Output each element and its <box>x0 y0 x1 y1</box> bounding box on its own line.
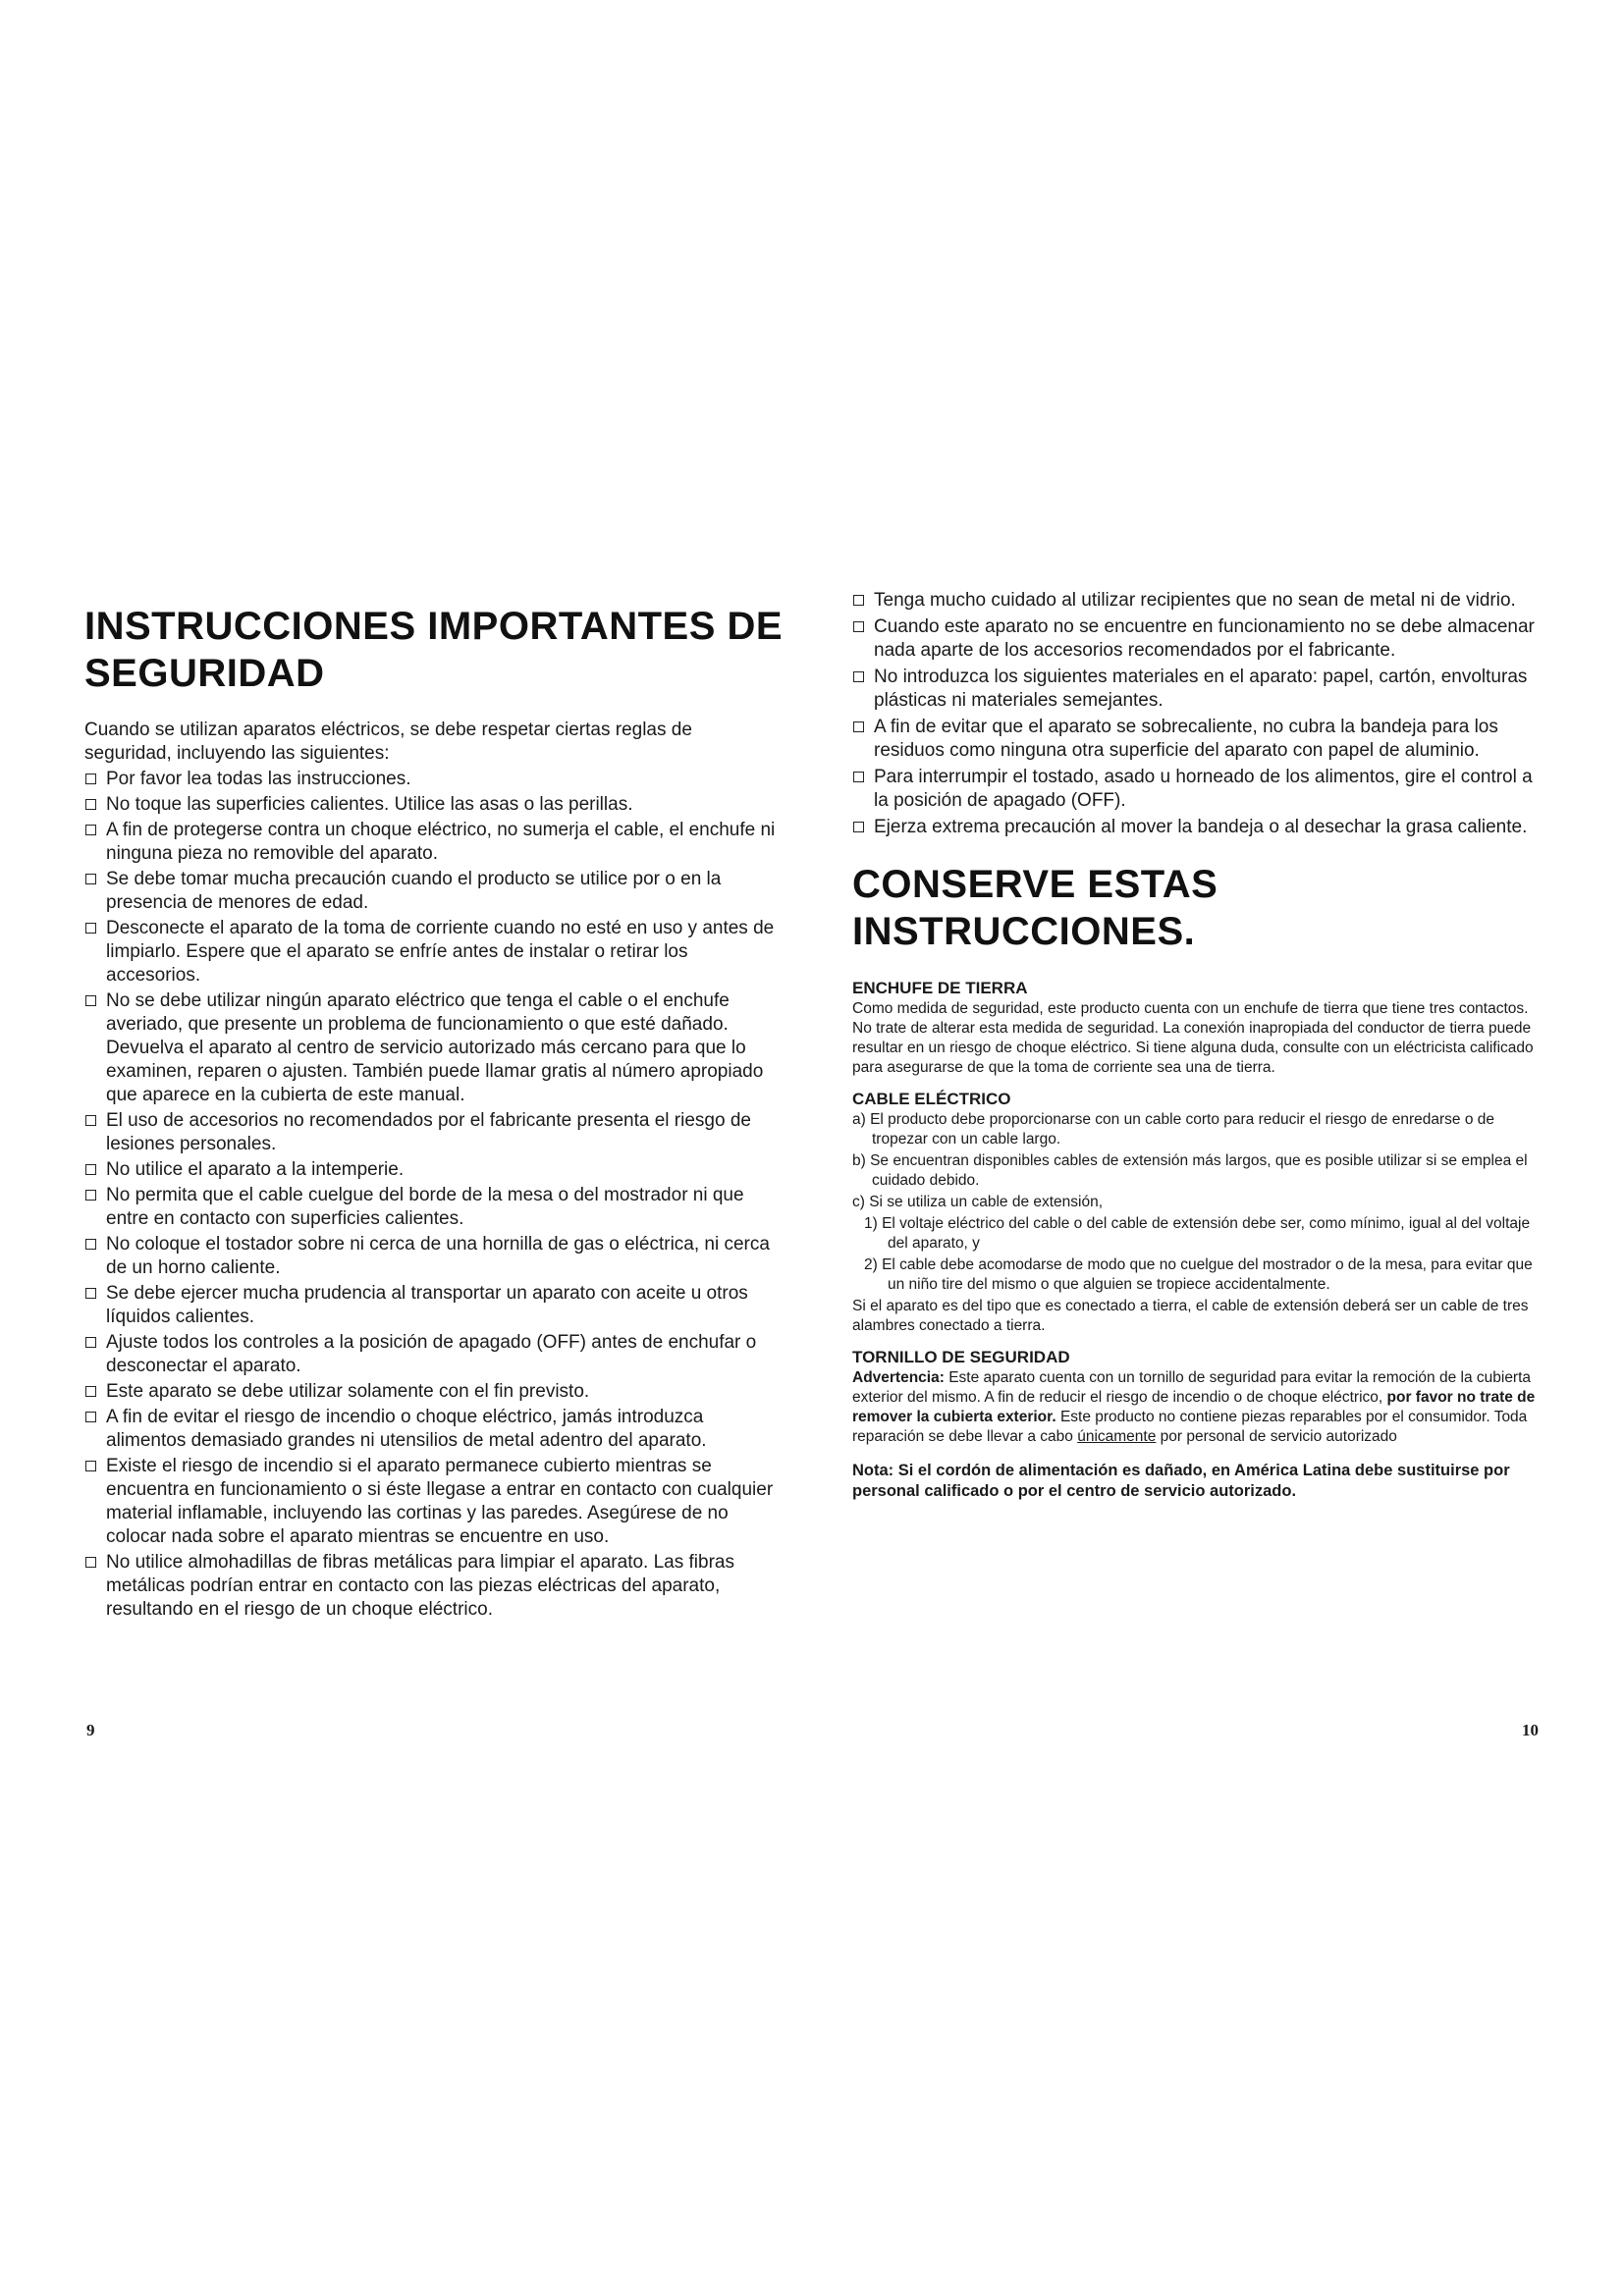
cable-item-a: a) El producto debe proporcionarse con un cable corto para reducir el riesgo de enredarse o de tropezar con un cable largo. <box>852 1111 1494 1148</box>
tornillo-bold: por favor no trate de remover la cubierta exterior. <box>852 1389 1536 1425</box>
cable-heading: CABLE ELÉCTRICO <box>852 1090 1011 1108</box>
safety-item-text: Este aparato se debe utilizar solamente con el fin previsto. <box>106 1381 590 1402</box>
safety-item <box>84 1455 784 1549</box>
checkbox-bullet-icon <box>85 774 96 784</box>
safety-item <box>84 1282 784 1329</box>
safety-item <box>84 1158 784 1182</box>
checkbox-bullet-icon <box>853 671 864 682</box>
safety-item <box>84 768 784 791</box>
safety-item-text: No toque las superficies calientes. Utilice las asas o las perillas. <box>106 794 633 815</box>
page-number-left: 9 <box>86 1721 95 1739</box>
safety-item-text: No coloque el tostador sobre ni cerca de una hornilla de gas o eléctrica, ni cerca de un horno caliente. <box>106 1234 770 1278</box>
page-title: INSTRUCCIONES IMPORTANTES DE SEGURIDAD <box>84 605 784 695</box>
safety-item <box>852 766 1545 813</box>
checkbox-bullet-icon <box>85 1115 96 1126</box>
checkbox-bullet-icon <box>85 995 96 1006</box>
safety-item <box>84 1233 784 1280</box>
warning-label: Advertencia: <box>852 1369 945 1386</box>
safety-item <box>84 1184 784 1231</box>
safety-item <box>852 716 1545 763</box>
safety-item-text: Se debe ejercer mucha prudencia al transportar un aparato con aceite u otros líquidos calientes. <box>106 1283 748 1327</box>
safety-item-text: No permita que el cable cuelgue del borde de la mesa o del mostrador ni que entre en contacto con superficies calientes. <box>106 1185 744 1229</box>
safety-item <box>852 816 1545 839</box>
tornillo-underlined: únicamente <box>1077 1428 1157 1445</box>
safety-item-text: El uso de accesorios no recomendados por el fabricante presenta el riesgo de lesiones personales. <box>106 1110 751 1154</box>
enchufe-heading: ENCHUFE DE TIERRA <box>852 979 1028 997</box>
safety-item-text: No se debe utilizar ningún aparato eléctrico que tenga el cable o el enchufe averiado, que presente un problema de funcionamiento o que esté dañado. Devuelva el aparato al centro de servicio autorizado más cercano para que lo examinen, reparen o ajusten. También puede llamar gratis al número apropiado que aparece en la cubierta de este manual. <box>106 990 764 1105</box>
checkbox-bullet-icon <box>85 1461 96 1471</box>
tornillo-text-3: por personal de servicio autorizado <box>1160 1428 1397 1445</box>
conserve-title: CONSERVE ESTAS INSTRUCCIONES. <box>852 863 1218 953</box>
safety-item-text: Ajuste todos los controles a la posición de apagado (OFF) antes de enchufar o desconectar el aparato. <box>106 1332 757 1376</box>
safety-item <box>852 589 1545 613</box>
safety-item <box>84 1551 784 1622</box>
safety-item <box>84 1380 784 1404</box>
latin-america-note: Nota: Si el cordón de alimentación es dañado, en América Latina debe sustituirse por personal calificado o por el centro de servicio autorizado. <box>852 1462 1510 1500</box>
safety-item-text: Desconecte el aparato de la toma de corriente cuando no esté en uso y antes de limpiarlo. Espere que el aparato se enfríe antes de instalar o retirar los accesorios. <box>106 918 775 986</box>
cable-item-c1: 1) El voltaje eléctrico del cable o del cable de extensión debe ser, como mínimo, igual al del voltaje del aparato, y <box>864 1215 1531 1252</box>
tornillo-text-2: Este producto no contiene piezas reparables por el consumidor. Toda reparación se debe llevar a cabo <box>852 1409 1528 1445</box>
tornillo-text-1: Este aparato cuenta con un tornillo de seguridad para evitar la remoción de la cubierta exterior del mismo. A fin de reducir el riesgo de incendio o de choque eléctrico, <box>852 1369 1532 1406</box>
checkbox-bullet-icon <box>85 874 96 884</box>
safety-item <box>852 615 1545 663</box>
safety-item <box>84 989 784 1107</box>
tornillo-heading: TORNILLO DE SEGURIDAD <box>852 1348 1070 1366</box>
safety-item <box>84 1331 784 1378</box>
safety-list-continued <box>852 589 1545 839</box>
checkbox-bullet-icon <box>85 1164 96 1175</box>
checkbox-bullet-icon <box>85 799 96 810</box>
safety-item-text: Para interrumpir el tostado, asado u horneado de los alimentos, gire el control a la posición de apagado (OFF). <box>874 767 1533 811</box>
safety-item <box>84 793 784 817</box>
safety-item <box>852 666 1545 713</box>
checkbox-bullet-icon <box>85 1412 96 1422</box>
checkbox-bullet-icon <box>85 923 96 934</box>
checkbox-bullet-icon <box>85 1288 96 1299</box>
safety-item-text: No utilice almohadillas de fibras metálicas para limpiar el aparato. Las fibras metálicas podrían entrar en contacto con las piezas eléctricas del aparato, resultando en el riesgo de un choque eléctrico. <box>106 1552 734 1620</box>
checkbox-bullet-icon <box>85 1190 96 1201</box>
safety-item-text: Tenga mucho cuidado al utilizar recipientes que no sean de metal ni de vidrio. <box>874 590 1516 611</box>
safety-item <box>84 1109 784 1156</box>
checkbox-bullet-icon <box>85 1386 96 1397</box>
tornillo-text <box>852 1368 1545 1447</box>
safety-item-text: Ejerza extrema precaución al mover la bandeja o al desechar la grasa caliente. <box>874 817 1528 837</box>
safety-item <box>84 1406 784 1453</box>
checkbox-bullet-icon <box>853 721 864 732</box>
cable-tail: Si el aparato es del tipo que es conectado a tierra, el cable de extensión deberá ser un cable de tres alambres conectado a tierra. <box>852 1298 1529 1334</box>
safety-item-text: A fin de protegerse contra un choque eléctrico, no sumerja el cable, el enchufe ni ninguna pieza no removible del aparato. <box>106 820 776 864</box>
safety-item-text: A fin de evitar que el aparato se sobrecaliente, no cubra la bandeja para los residuos como ninguna otra superficie del aparato con papel de aluminio. <box>874 717 1498 761</box>
cable-item-c2: 2) El cable debe acomodarse de modo que no cuelgue del mostrador o de la mesa, para evitar que un niño tire del mismo o que alguien se tropiece accidentalmente. <box>864 1256 1533 1293</box>
safety-item-text: Se debe tomar mucha precaución cuando el producto se utilice por o en la presencia de menores de edad. <box>106 869 722 913</box>
safety-item-text: Existe el riesgo de incendio si el aparato permanece cubierto mientras se encuentra en funcionamiento o si éste llegase a entrar en contacto con cualquier material inflamable, incluyendo las cortinas y las paredes. Asegúrese de no colocar nada sobre el aparato mientras se encuentre en uso. <box>106 1456 774 1547</box>
right-page <box>852 589 1545 1519</box>
safety-list <box>84 768 784 1622</box>
page-number-right: 10 <box>1522 1721 1539 1739</box>
checkbox-bullet-icon <box>853 621 864 632</box>
safety-item-text: Cuando este aparato no se encuentre en funcionamiento no se debe almacenar nada aparte de los accesorios recomendados por el fabricante. <box>874 616 1535 661</box>
safety-item-text: A fin de evitar el riesgo de incendio o choque eléctrico, jamás introduzca alimentos demasiado grandes ni utensilios de metal adentro del aparato. <box>106 1407 707 1451</box>
checkbox-bullet-icon <box>853 595 864 606</box>
checkbox-bullet-icon <box>853 772 864 782</box>
safety-item-text: No utilice el aparato a la intemperie. <box>106 1159 405 1180</box>
safety-item <box>84 868 784 915</box>
safety-item-text: Por favor lea todas las instrucciones. <box>106 769 411 789</box>
intro-text: Cuando se utilizan aparatos eléctricos, se debe respetar ciertas reglas de seguridad, incluyendo las siguientes: <box>84 720 692 764</box>
safety-item <box>84 917 784 988</box>
safety-item <box>84 819 784 866</box>
safety-item-text: No introduzca los siguientes materiales en el aparato: papel, cartón, envolturas plásticas ni materiales semejantes. <box>874 667 1528 711</box>
cable-item-c: c) Si se utiliza un cable de extensión, <box>852 1194 1104 1210</box>
checkbox-bullet-icon <box>85 1337 96 1348</box>
left-page <box>84 589 784 1624</box>
checkbox-bullet-icon <box>85 825 96 835</box>
checkbox-bullet-icon <box>85 1239 96 1250</box>
cable-item-b: b) Se encuentran disponibles cables de extensión más largos, que es posible utilizar si se emplea el cuidado debido. <box>852 1152 1528 1189</box>
checkbox-bullet-icon <box>85 1557 96 1568</box>
enchufe-text: Como medida de seguridad, este producto cuenta con un enchufe de tierra que tiene tres contactos. No trate de alterar esta medida de seguridad. La conexión inapropiada del conductor de tierra puede resultar en un riesgo de choque eléctrico. Si tiene alguna duda, consulte con un eléctricista calificado para asegurarse de que la toma de corriente sea una de tierra. <box>852 1000 1534 1076</box>
checkbox-bullet-icon <box>853 822 864 832</box>
